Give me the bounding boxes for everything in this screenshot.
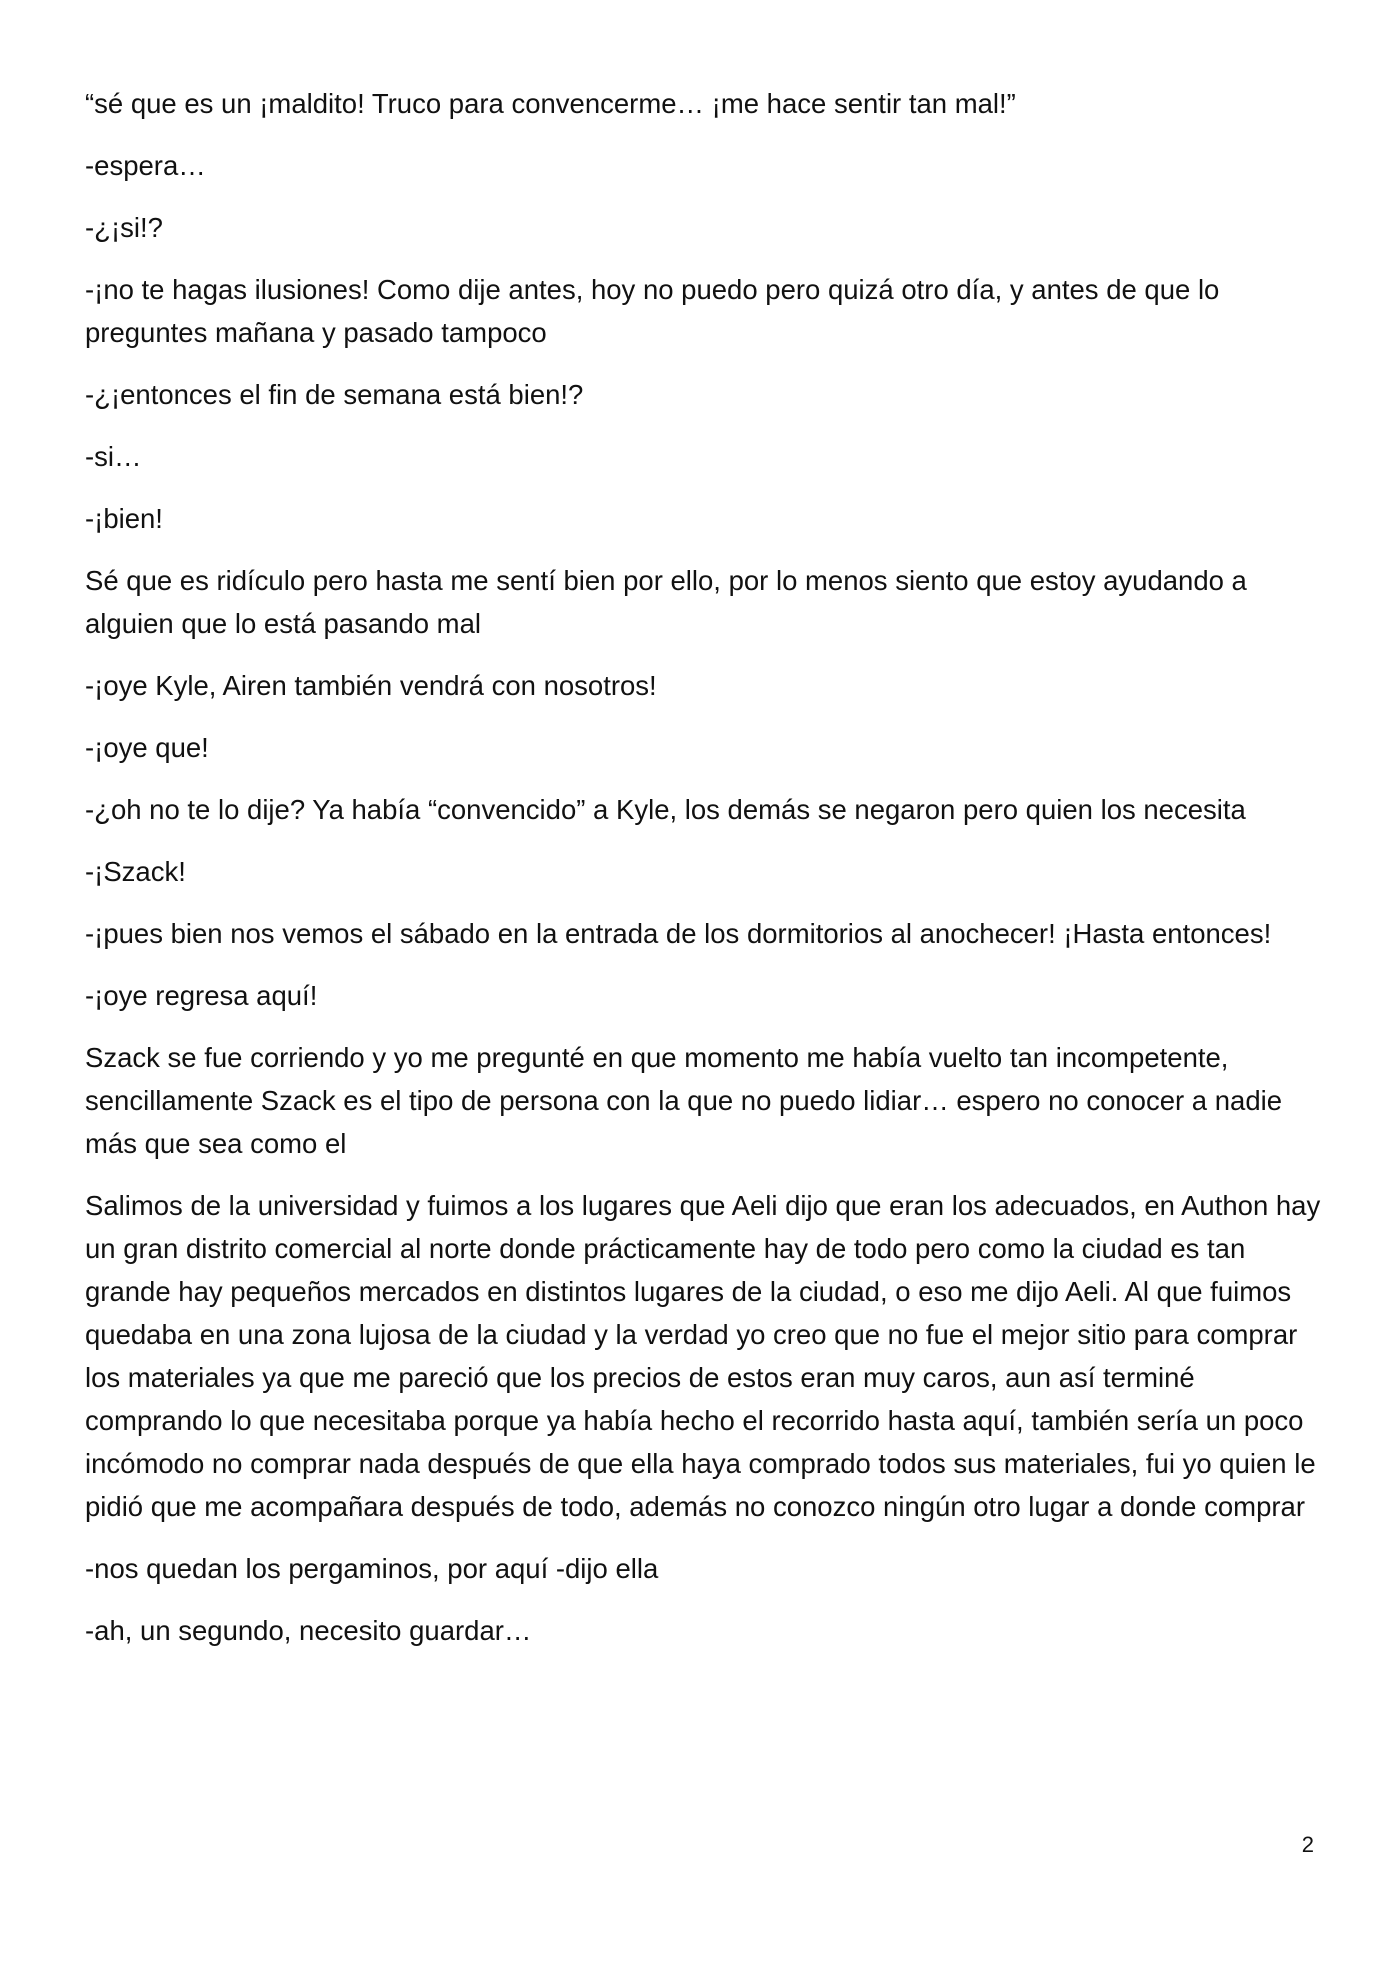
paragraph: -¡oye que! bbox=[85, 732, 209, 763]
paragraph: -si… bbox=[85, 441, 142, 472]
paragraph: -¡oye regresa aquí! bbox=[85, 980, 318, 1011]
document-body bbox=[85, 82, 1325, 1671]
paragraph: Salimos de la universidad y fuimos a los lugares que Aeli dijo que eran los adecuados, en Authon hay un gran distrito comercial al norte donde prácticamente hay de todo pero como la ciudad es tan grande hay pequeños mercados en distintos lugares de la ciudad, o eso me dijo Aeli. Al que fuimos quedaba en una zona lujosa de la ciudad y la verdad yo creo que no fue el mejor sitio para comprar los materiales ya que me pareció que los precios de estos eran muy caros, aun así terminé comprando lo que necesitaba porque ya había hecho el recorrido hasta aquí, también sería un poco incómodo no comprar nada después de que ella haya comprado todos sus materiales, fui yo quien le pidió que me acompañara después de todo, además no conozco ningún otro lugar a donde comprar bbox=[85, 1190, 1321, 1522]
paragraph: -¿oh no te lo dije? Ya había “convencido” a Kyle, los demás se negaron pero quien los necesita bbox=[85, 794, 1246, 825]
page-number: 2 bbox=[1301, 1832, 1314, 1857]
paragraph: -ah, un segundo, necesito guardar… bbox=[85, 1615, 532, 1646]
paragraph: -¡no te hagas ilusiones! Como dije antes, hoy no puedo pero quizá otro día, y antes de que lo preguntes mañana y pasado tampoco bbox=[85, 274, 1220, 348]
paragraph: -¡oye Kyle, Airen también vendrá con nosotros! bbox=[85, 670, 657, 701]
paragraph: -¡bien! bbox=[85, 503, 163, 534]
paragraph: -¿¡si!? bbox=[85, 212, 163, 243]
paragraph: -¿¡entonces el fin de semana está bien!? bbox=[85, 379, 584, 410]
paragraph: -espera… bbox=[85, 150, 206, 181]
paragraph: Szack se fue corriendo y yo me pregunté en que momento me había vuelto tan incompetente, sencillamente Szack es el tipo de persona con la que no puedo lidiar… espero no conocer a nadie más que sea como el bbox=[85, 1042, 1283, 1159]
paragraph: -¡Szack! bbox=[85, 856, 186, 887]
paragraph: “sé que es un ¡maldito! Truco para convencerme… ¡me hace sentir tan mal!” bbox=[85, 88, 1016, 119]
paragraph: -¡pues bien nos vemos el sábado en la entrada de los dormitorios al anochecer! ¡Hasta entonces! bbox=[85, 918, 1272, 949]
paragraph: -nos quedan los pergaminos, por aquí -dijo ella bbox=[85, 1553, 659, 1584]
paragraph: Sé que es ridículo pero hasta me sentí bien por ello, por lo menos siento que estoy ayudando a alguien que lo está pasando mal bbox=[85, 565, 1247, 639]
